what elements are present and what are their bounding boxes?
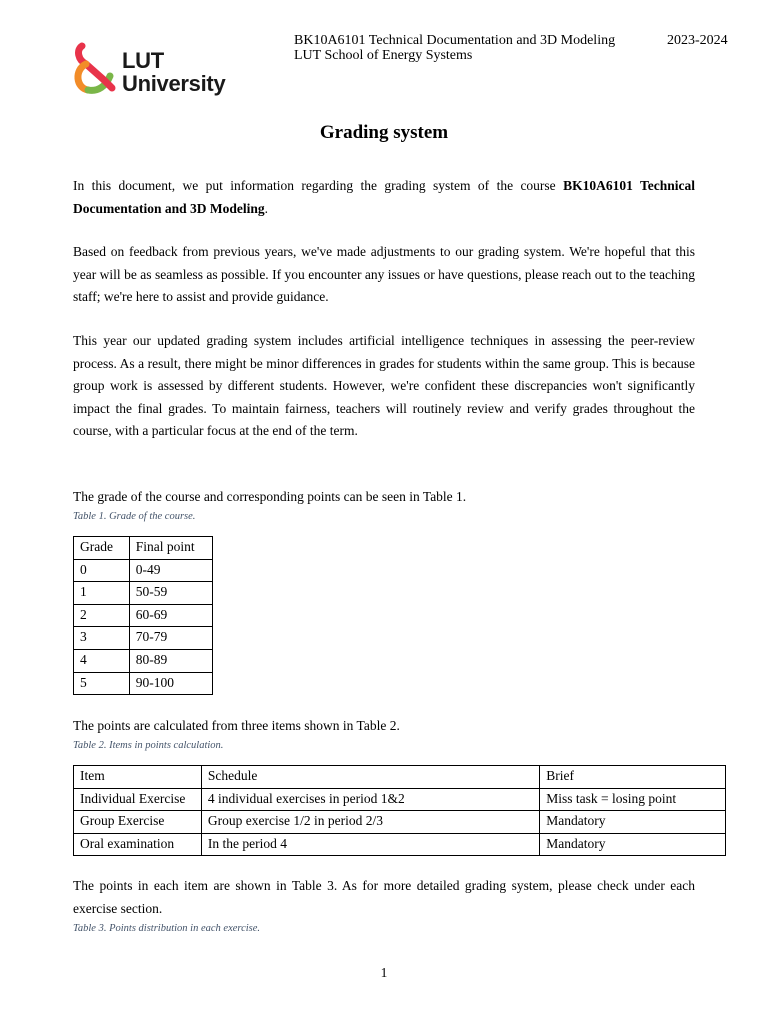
- table-cell: 0: [74, 559, 130, 582]
- table-header-cell: Item: [74, 766, 202, 789]
- table-cell: Miss task = losing point: [540, 788, 726, 811]
- table-cell: 1: [74, 582, 130, 605]
- table-row: [74, 627, 213, 650]
- table-cell: 4 individual exercises in period 1&2: [201, 788, 539, 811]
- table-header-cell: Final point: [129, 537, 212, 560]
- table-cell: 90-100: [129, 672, 212, 695]
- table-cell: 4: [74, 649, 130, 672]
- table-row: [74, 604, 213, 627]
- table-cell: 2: [74, 604, 130, 627]
- points-intro-paragraph: The points are calculated from three items shown in Table 2.: [73, 718, 400, 733]
- table-cell: 3: [74, 627, 130, 650]
- intro-paragraph: [73, 175, 695, 220]
- table-row: [74, 788, 726, 811]
- items-table: [73, 765, 726, 856]
- ai-paragraph: This year our updated grading system includes artificial intelligence techniques in assessing the peer-review process. As a result, there might be minor differences in grades for students within the same group. This is because group work is assessed by different students. However, we're confident these discrepancies won't significantly impact the final grades. To maintain fairness, teachers will routinely review and verify grades throughout the course, with a particular focus at the end of the term.: [73, 333, 695, 438]
- page-title: Grading system: [319, 122, 449, 143]
- table-cell: 50-59: [129, 582, 212, 605]
- table-header-cell: Schedule: [201, 766, 539, 789]
- points-distribution-paragraph: The points in each item are shown in Table 3. As for more detailed grading system, please check under each exercise section.: [73, 878, 695, 916]
- feedback-paragraph: Based on feedback from previous years, we've made adjustments to our grading system. We're hopeful that this year will be as seamless as possible. If you encounter any issues or have questions, please reach out to the teaching staff; we're here to assist and provide guidance.: [73, 244, 695, 304]
- table2-caption: Table 2. Items in points calculation.: [73, 740, 224, 751]
- table-header-cell: Brief: [540, 766, 726, 789]
- table-row: [74, 833, 726, 856]
- lut-logo: [74, 42, 234, 98]
- table-row: [74, 672, 213, 695]
- table-cell: Mandatory: [540, 811, 726, 834]
- table-header-row: [74, 766, 726, 789]
- table-cell: 60-69: [129, 604, 212, 627]
- table-cell: In the period 4: [201, 833, 539, 856]
- table-cell: Oral examination: [74, 833, 202, 856]
- table-cell: Individual Exercise: [74, 788, 202, 811]
- grade-table: [73, 536, 213, 695]
- table-cell: 70-79: [129, 627, 212, 650]
- table-row: [74, 559, 213, 582]
- table-cell: Group Exercise: [74, 811, 202, 834]
- logo-text-lut: LUT: [122, 48, 164, 73]
- lut-ampersand-icon: [74, 42, 118, 98]
- logo-text-university: University: [122, 71, 226, 96]
- table-header-row: [74, 537, 213, 560]
- table-row: [74, 811, 726, 834]
- header-school: LUT School of Energy Systems: [294, 48, 473, 63]
- intro-course-name: BK10A6101 Technical Documentation and 3D Modeling: [73, 178, 695, 216]
- table-cell: Group exercise 1/2 in period 2/3: [201, 811, 539, 834]
- table-cell: 5: [74, 672, 130, 695]
- grade-intro-paragraph: The grade of the course and corresponding points can be seen in Table 1.: [73, 489, 467, 504]
- table-row: [74, 649, 213, 672]
- table-header-cell: Grade: [74, 537, 130, 560]
- table-cell: 0-49: [129, 559, 212, 582]
- table3-caption: Table 3. Points distribution in each exercise.: [73, 923, 261, 934]
- intro-text: In this document, we put information regarding the grading system of the course: [73, 178, 564, 193]
- header-course: BK10A6101 Technical Documentation and 3D Modeling: [294, 33, 616, 48]
- table-row: [74, 582, 213, 605]
- header-year: 2023-2024: [667, 33, 728, 48]
- table1-caption: Table 1. Grade of the course.: [73, 511, 196, 522]
- page-number: 1: [380, 965, 388, 980]
- table-cell: 80-89: [129, 649, 212, 672]
- intro-end: .: [264, 200, 269, 216]
- table-cell: Mandatory: [540, 833, 726, 856]
